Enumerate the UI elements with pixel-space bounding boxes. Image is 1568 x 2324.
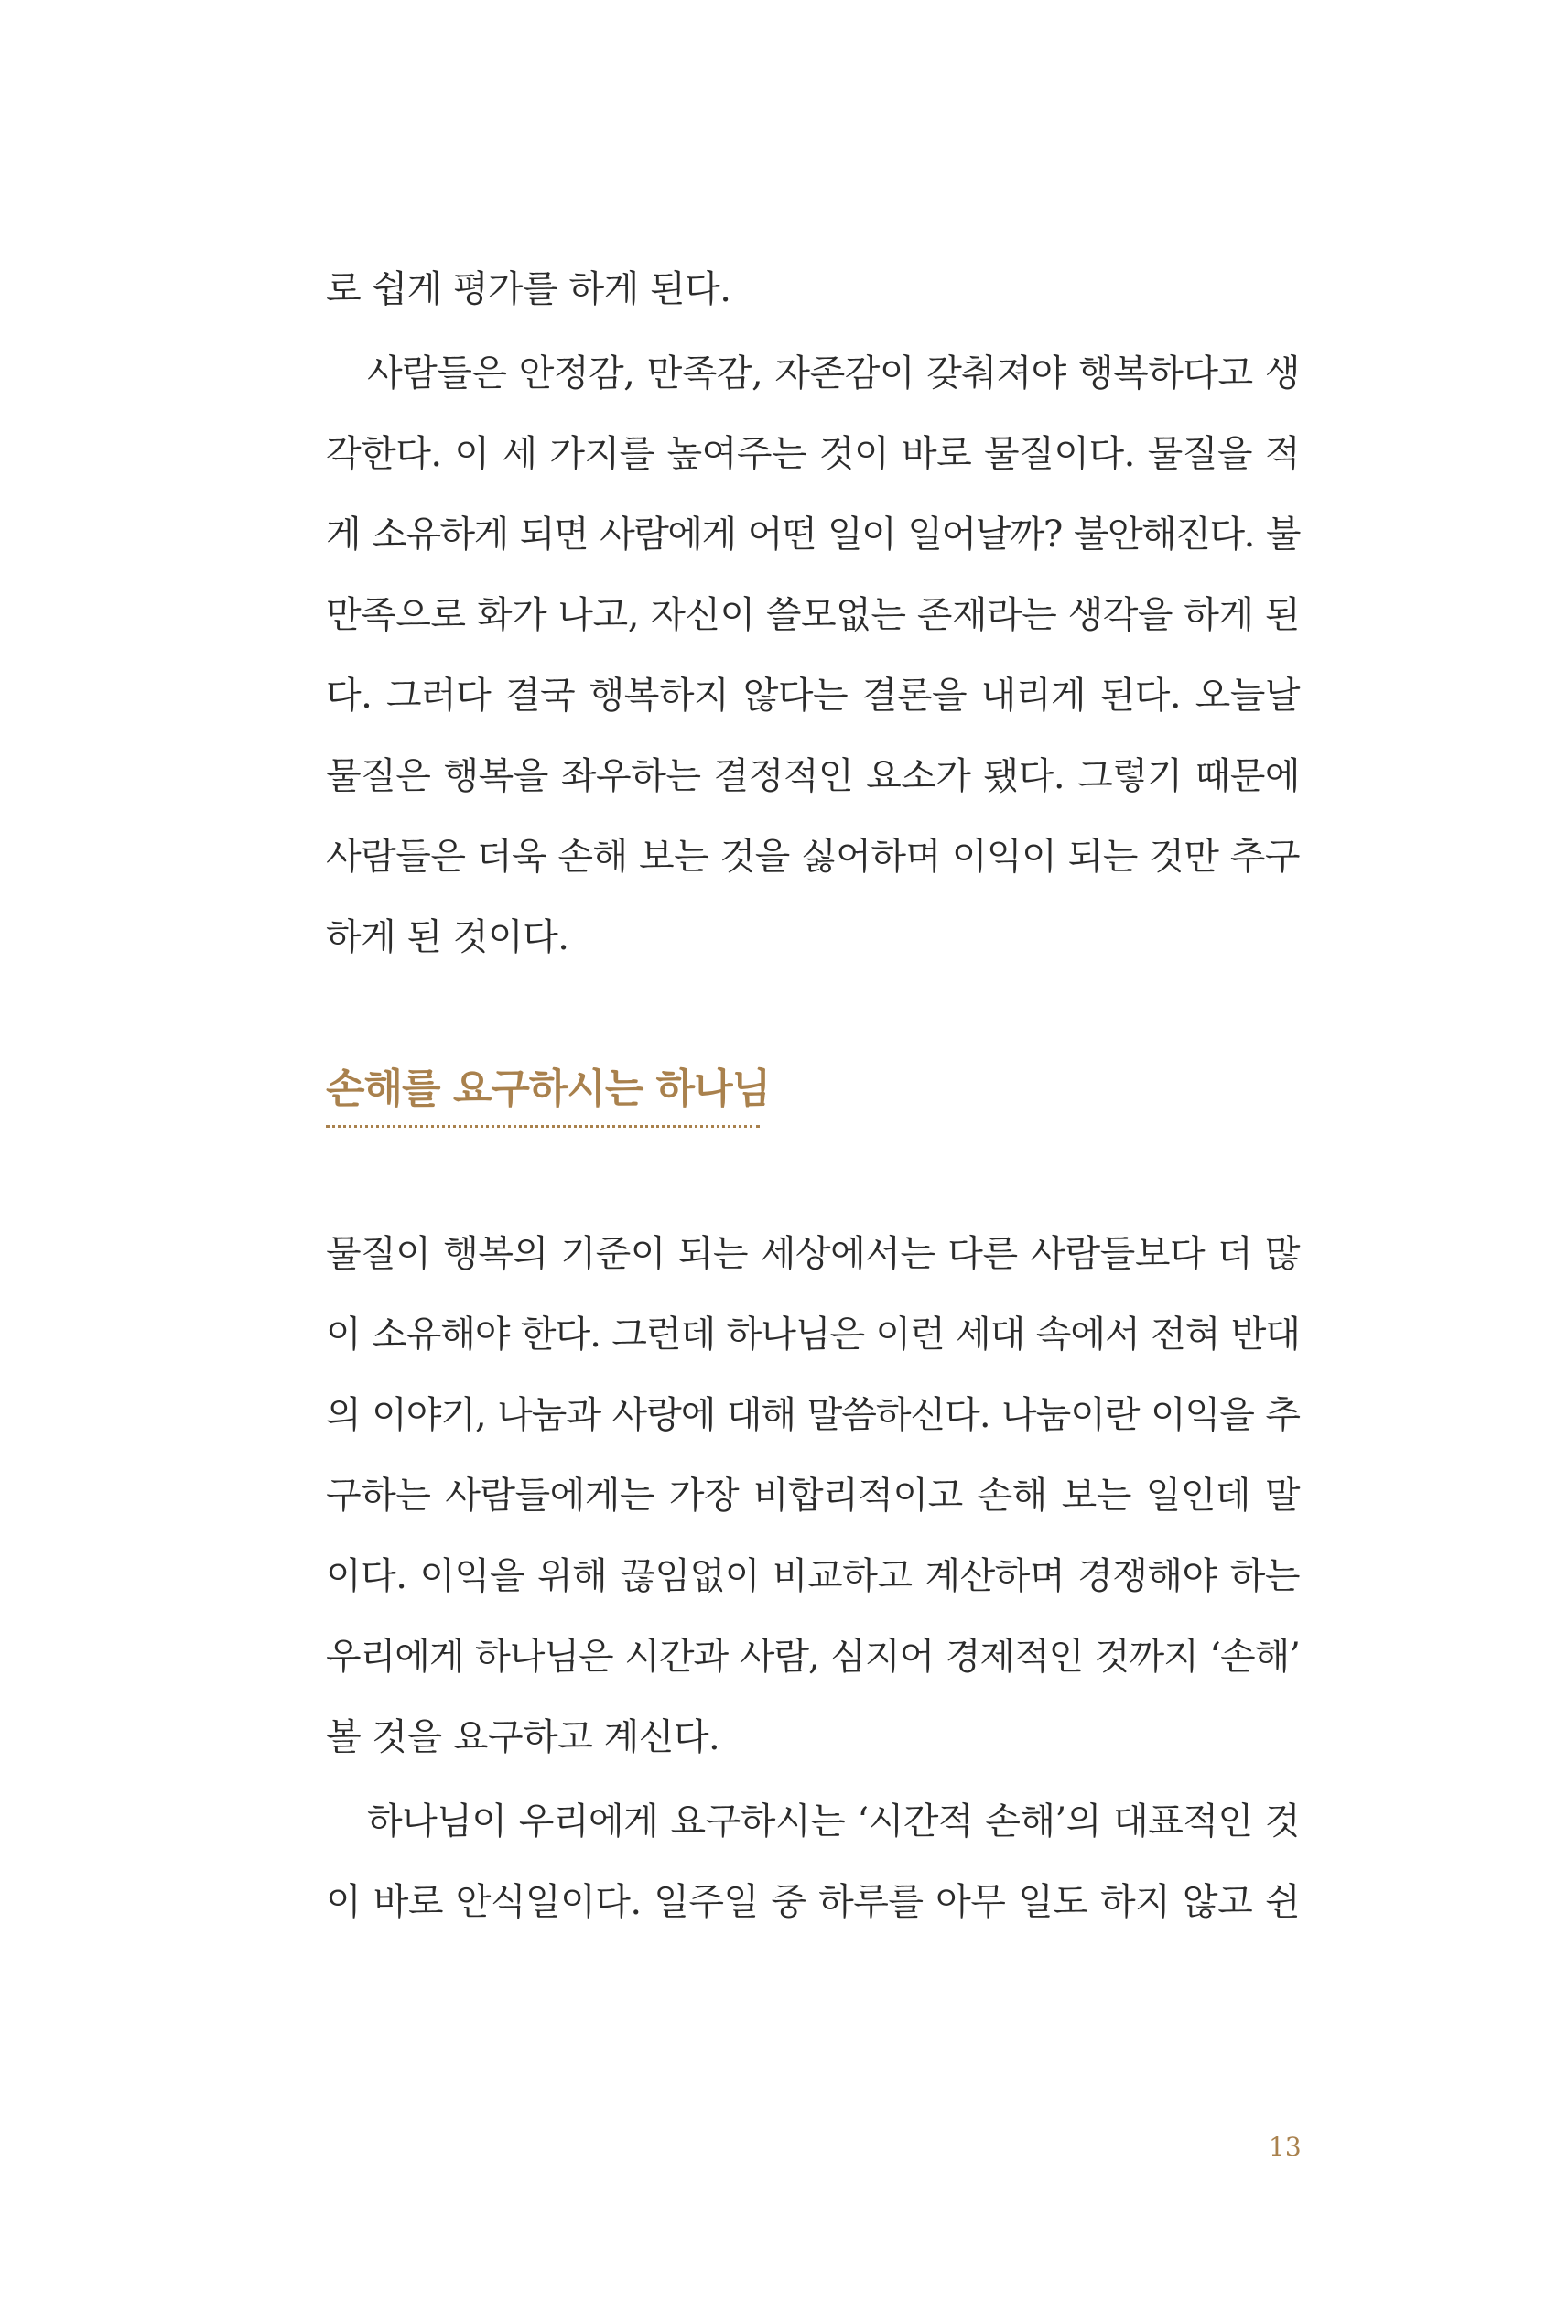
body-text-line: 구하는 사람들에게는 가장 비합리적이고 손해 보는 일인데 말 xyxy=(326,1475,1300,1517)
body-text-line: 이 바로 안식일이다. 일주일 중 하루를 아무 일도 하지 않고 쉰 xyxy=(326,1881,1300,1923)
body-text-line: 게 소유하게 되면 사람에게 어떤 일이 일어날까? 불안해진다. 불 xyxy=(326,513,1300,556)
heading-dotted-underline xyxy=(326,1125,760,1128)
body-text-line: 다. 그러다 결국 행복하지 않다는 결론을 내리게 된다. 오늘날 xyxy=(326,675,1300,717)
body-text-line: 만족으로 화가 나고, 자신이 쓸모없는 존재라는 생각을 하게 된 xyxy=(326,594,1300,636)
body-text-line: 하게 된 것이다. xyxy=(326,916,569,958)
body-text-line: 사람들은 더욱 손해 보는 것을 싫어하며 이익이 되는 것만 추구 xyxy=(326,836,1300,878)
body-text-line: 사람들은 안정감, 만족감, 자존감이 갖춰져야 행복하다고 생 xyxy=(367,352,1300,395)
body-text-line: 의 이야기, 나눔과 사랑에 대해 말씀하신다. 나눔이란 이익을 추 xyxy=(326,1394,1300,1436)
body-text-line: 이다. 이익을 위해 끊임없이 비교하고 계산하며 경쟁해야 하는 xyxy=(326,1555,1300,1597)
body-text-line: 하나님이 우리에게 요구하시는 ‘시간적 손해’의 대표적인 것 xyxy=(367,1800,1300,1843)
body-text-line: 물질은 행복을 좌우하는 결정적인 요소가 됐다. 그렇기 때문에 xyxy=(326,755,1300,797)
section-heading: 손해를 요구하시는 하나님 xyxy=(326,1065,771,1112)
body-text-line: 이 소유해야 한다. 그런데 하나님은 이런 세대 속에서 전혀 반대 xyxy=(326,1313,1300,1356)
page-number: 13 xyxy=(1269,2132,1302,2162)
body-text-line: 로 쉽게 평가를 하게 된다. xyxy=(326,268,731,310)
body-text-line: 물질이 행복의 기준이 되는 세상에서는 다른 사람들보다 더 많 xyxy=(326,1233,1300,1275)
body-text-line: 각한다. 이 세 가지를 높여주는 것이 바로 물질이다. 물질을 적 xyxy=(326,433,1300,475)
body-text-line: 볼 것을 요구하고 계신다. xyxy=(326,1716,720,1758)
body-text-line: 우리에게 하나님은 시간과 사람, 심지어 경제적인 것까지 ‘손해’ xyxy=(326,1636,1300,1678)
